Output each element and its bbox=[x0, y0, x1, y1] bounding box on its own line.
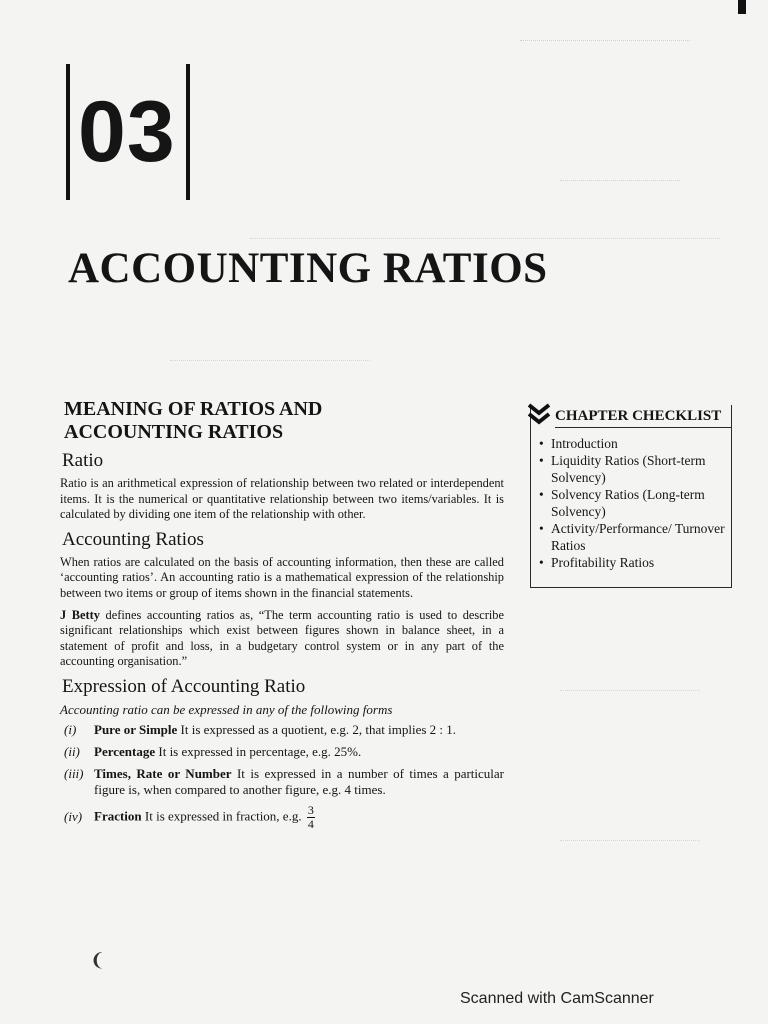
form-text: It is expressed in fraction, e.g. bbox=[141, 808, 305, 824]
betty-definition-paragraph bbox=[60, 608, 504, 670]
section-heading-line1: MEANING OF RATIOS AND bbox=[64, 398, 323, 420]
double-chevron-icon bbox=[525, 403, 559, 427]
form-term: Fraction bbox=[94, 808, 142, 824]
form-item-times bbox=[60, 766, 504, 798]
form-item-percentage bbox=[60, 744, 504, 760]
form-text: It is expressed in a number of times a particular figure is, when compared to another figure, e.g. 4 times. bbox=[94, 765, 504, 797]
section-heading bbox=[64, 398, 504, 444]
checklist-list bbox=[539, 435, 727, 571]
section-heading-line2: ACCOUNTING RATIOS bbox=[64, 421, 284, 443]
expression-intro: Accounting ratio can be expressed in any of the following forms bbox=[60, 701, 393, 717]
expression-heading: Expression of Accounting Ratio bbox=[62, 675, 306, 697]
bleed-through-mark bbox=[560, 150, 680, 181]
bleed-through-mark bbox=[170, 350, 370, 361]
form-item-pure bbox=[60, 722, 504, 738]
form-term: Pure or Simple bbox=[94, 721, 178, 737]
bleed-through-mark bbox=[520, 30, 690, 41]
betty-name: J Betty bbox=[60, 607, 100, 622]
form-marker: (iii) bbox=[64, 765, 84, 781]
accounting-ratios-paragraph: When ratios are calculated on the basis of accounting information, then these are called ‘accounting ratios’. An accounting ratio is a mathematical expression of the relationship between two items or group of items shown in the financial statements. bbox=[60, 554, 504, 600]
checklist-title: CHAPTER CHECKLIST bbox=[555, 408, 731, 428]
checklist-item: • Profitability Ratios bbox=[539, 555, 655, 570]
scanner-watermark: Scanned with CamScanner bbox=[460, 990, 654, 1007]
checklist-item: • Activity/Performance/ Turnover Ratios bbox=[539, 521, 725, 553]
ratio-heading: Ratio bbox=[62, 450, 104, 471]
chapter-title: ACCOUNTING RATIOS bbox=[68, 245, 548, 292]
chapter-checklist-box bbox=[530, 405, 732, 588]
checklist-item: • Introduction bbox=[539, 436, 618, 451]
form-text: It is expressed as a quotient, e.g. 2, that implies 2 : 1. bbox=[177, 721, 457, 737]
chapter-number: 03 bbox=[78, 84, 176, 180]
accounting-ratios-heading: Accounting Ratios bbox=[62, 528, 204, 550]
scan-corner-mark bbox=[738, 0, 746, 14]
ratio-paragraph: Ratio is an arithmetical expression of relationship between two related or interdependent items. It is the numerical or quantitative relationship between two items/variables. It is calculated by dividing one item of the relationship with other. bbox=[60, 476, 504, 522]
form-term: Percentage bbox=[94, 743, 156, 759]
bleed-through-mark bbox=[560, 630, 700, 691]
fraction bbox=[307, 804, 315, 831]
form-item-fraction bbox=[60, 804, 504, 831]
checklist-item: • Liquidity Ratios (Short-term Solvency) bbox=[539, 453, 706, 485]
fraction-denominator: 4 bbox=[307, 816, 314, 831]
betty-definition-text: defines accounting ratios as, “The term accounting ratio is used to describe significant relationships which exist between figures shown in balance sheet, in a statement of profit and loss, in a budgetary control system or in any part of the accounting organisation.” bbox=[60, 607, 504, 669]
bleed-through-mark bbox=[560, 760, 700, 841]
chapter-number-box bbox=[66, 64, 190, 200]
fraction-numerator: 3 bbox=[307, 802, 314, 817]
form-text: It is expressed in percentage, e.g. 25%. bbox=[155, 743, 362, 759]
form-marker: (i) bbox=[64, 721, 77, 737]
form-term: Times, Rate or Number bbox=[94, 765, 232, 781]
main-column bbox=[60, 398, 504, 837]
bleed-through-mark bbox=[250, 228, 720, 239]
form-marker: (ii) bbox=[64, 743, 80, 759]
form-marker: (iv) bbox=[64, 809, 83, 825]
checklist-item: • Solvency Ratios (Long-term Solvency) bbox=[539, 487, 705, 519]
stray-pen-mark: ❨ bbox=[90, 950, 106, 970]
